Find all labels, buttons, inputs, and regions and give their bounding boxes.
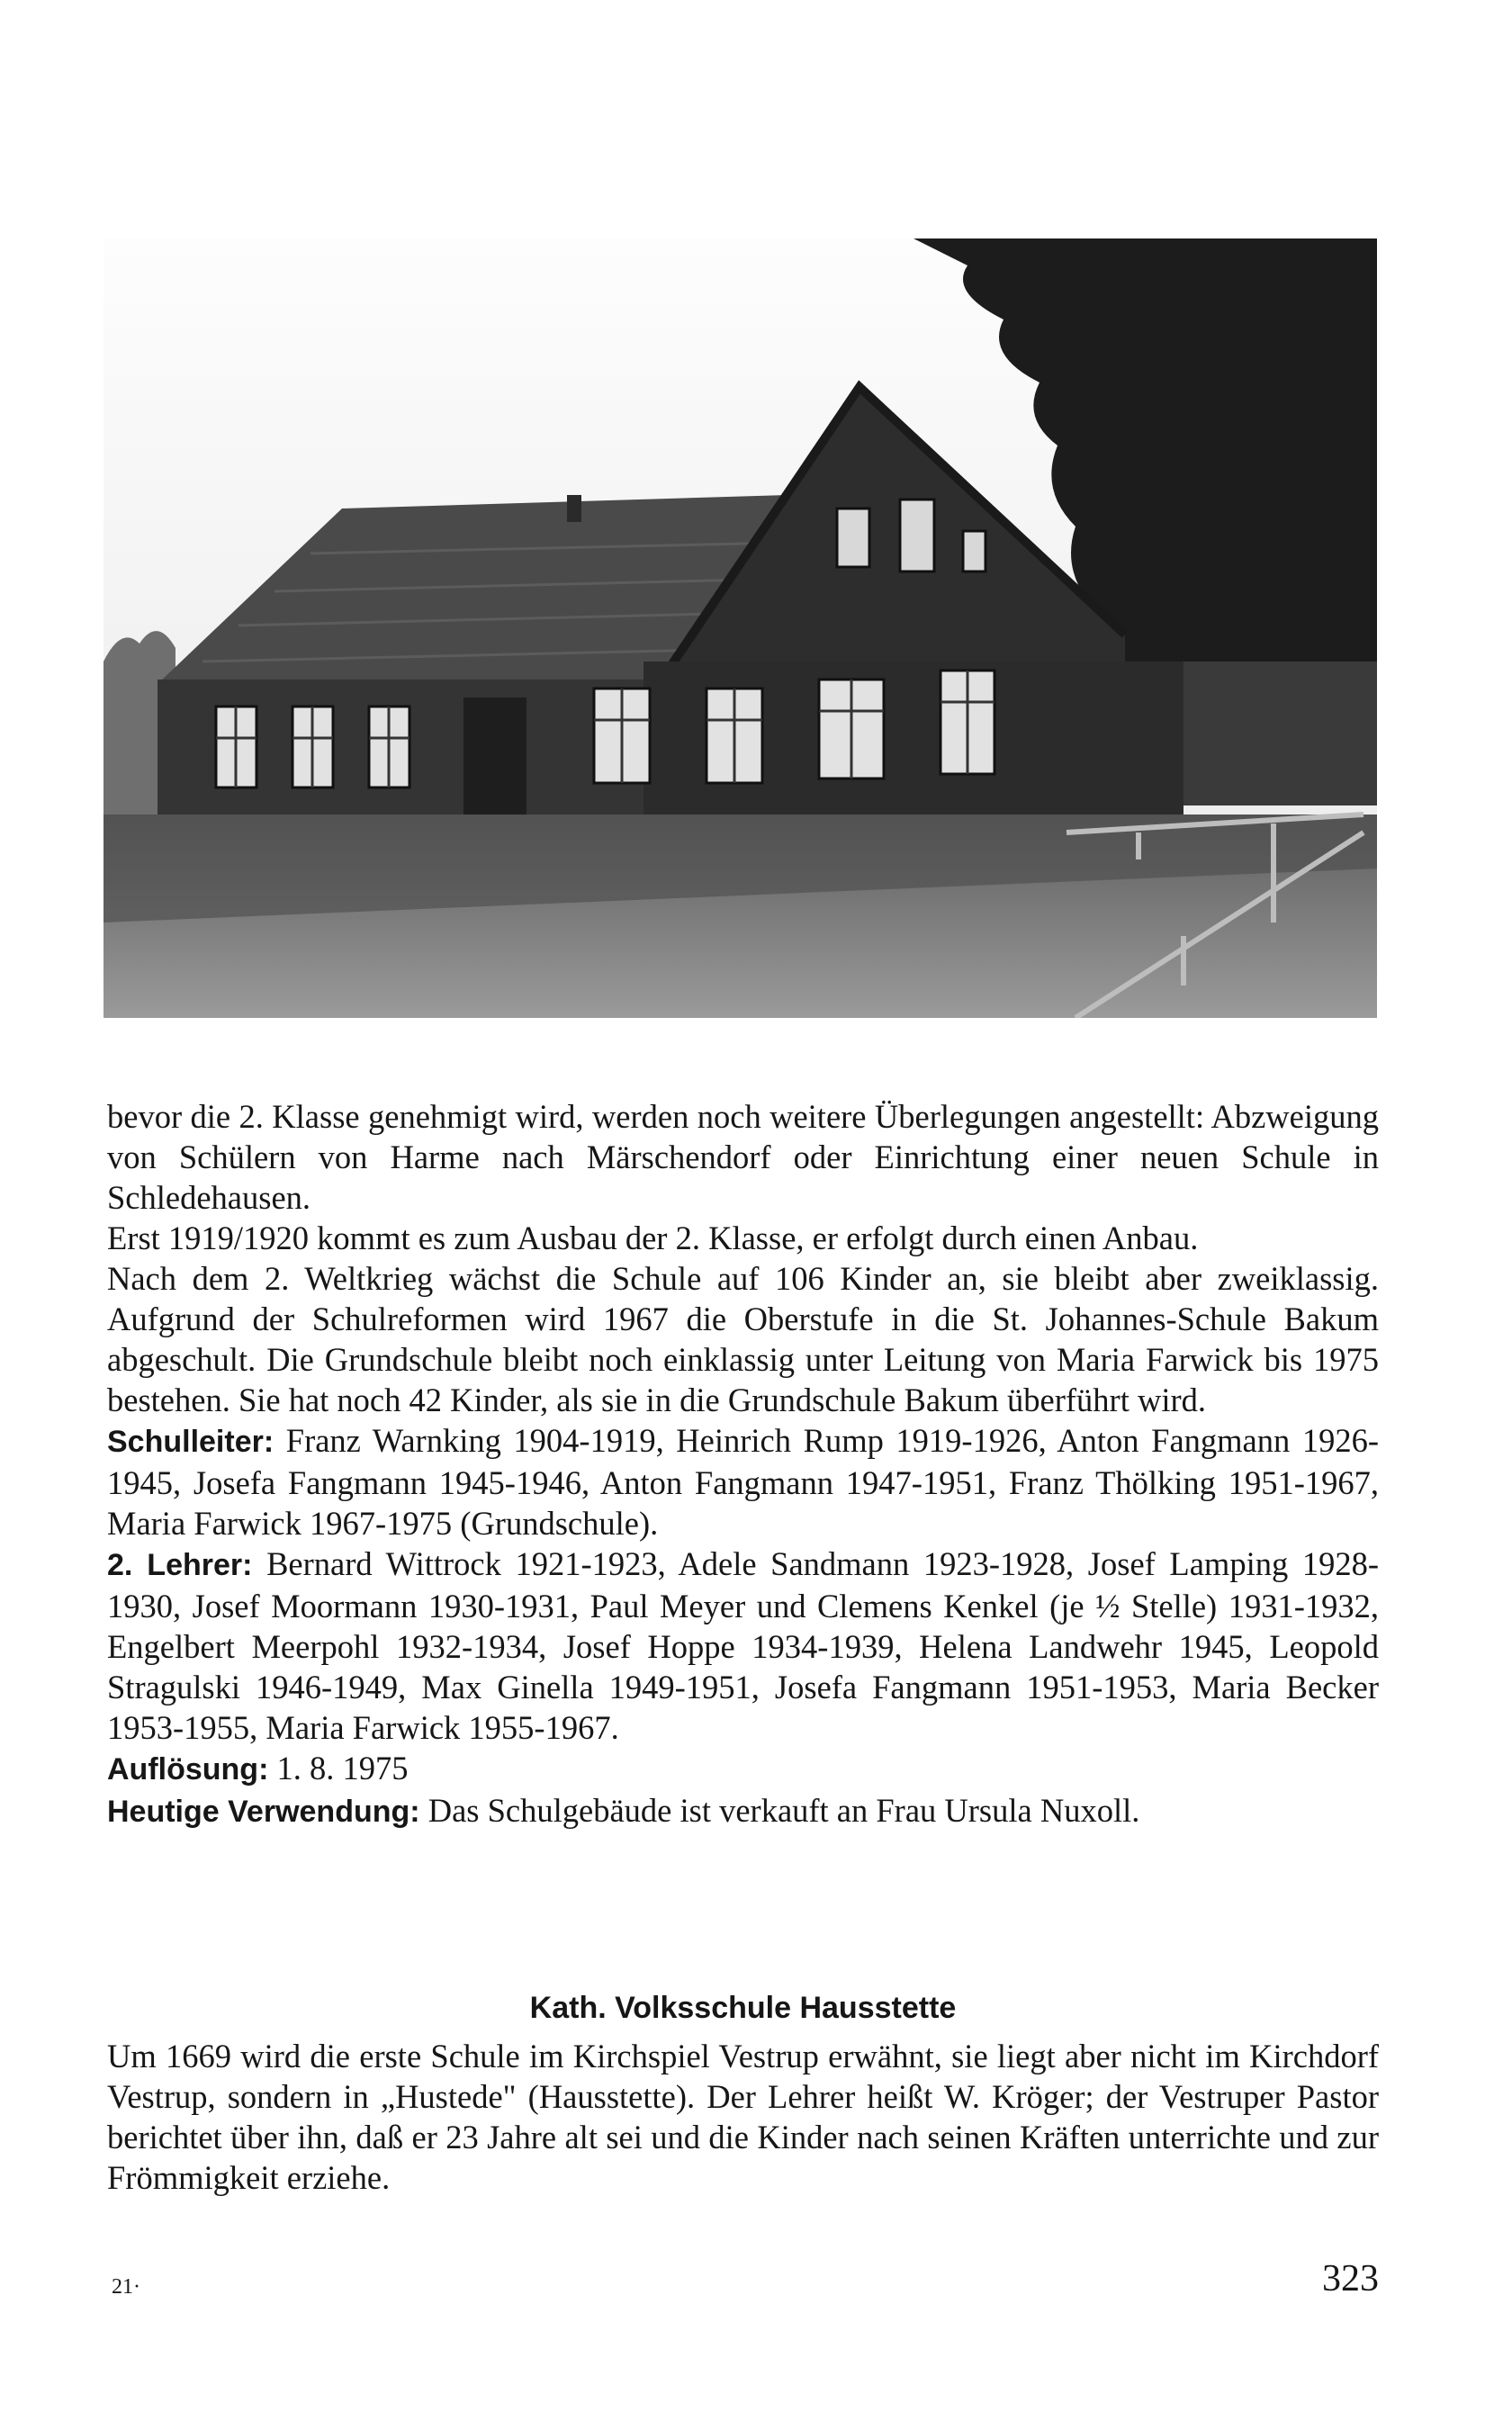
aufloesung-text: 1. 8. 1975 (268, 1750, 409, 1786)
schulleiter-label: Schulleiter: (107, 1425, 274, 1459)
verwendung-entry (107, 1790, 1379, 1832)
paragraph: Nach dem 2. Weltkrieg wächst die Schule auf 106 Kinder an, sie bleibt aber zweiklassig. Aufgrund der Schulreformen wird 1967 die Oberstufe in die St. Johannes-Schule Bakum abgeschult. Die Grundschule bleibt noch einklassig unter Leitung von Maria Farwick bis 1975 bestehen. Sie hat noch 42 Kinder, als sie in die Grundschule Bakum überführt wird. (107, 1260, 1379, 1418)
verwendung-label: Heutige Verwendung: (107, 1795, 420, 1829)
lehrer-label: 2. Lehrer: (107, 1548, 253, 1582)
section-paragraph: Um 1669 wird die erste Schule im Kirchspiel Vestrup erwähnt, sie liegt aber nicht im Kirchdorf Vestrup, sondern in „Hustede" (Hausstette). Der Lehrer heißt W. Kröger; der Vestruper Pastor berichtet über ihn, daß er 23 Jahre alt sei und die Kinder nach seinen Kräften unterrichte und zur Frömmigkeit erziehe. (107, 2038, 1379, 2196)
body-text (107, 1096, 1379, 1832)
page-number: 323 (1322, 2258, 1379, 2300)
paragraph: bevor die 2. Klasse genehmigt wird, werden noch weitere Überlegungen angestellt: Abzweigung von Schülern von Harme nach Märschendorf oder Einrichtung einer neuen Schule in Schledehausen. (107, 1098, 1379, 1216)
lehrer-text: Bernard Wittrock 1921-1923, Adele Sandmann 1923-1928, Josef Lamping 1928-1930, Josef Moormann 1930-1931, Paul Meyer und Clemens Kenkel (je ½ Stelle) 1931-1932, Engelbert Meerpohl 1932-1934, Josef Hoppe 1934-1939, Helena Landwehr 1945, Leopold Stragulski 1946-1949, Max Ginella 1949-1951, Josefa Fangmann 1951-1953, Maria Becker 1953-1955, Maria Farwick 1955-1967. (107, 1545, 1379, 1746)
school-building-illustration (104, 238, 1377, 1018)
lehrer-entry (107, 1544, 1379, 1748)
schulleiter-text: Franz Warnking 1904-1919, Heinrich Rump 1919-1926, Anton Fangmann 1926-1945, Josefa Fangmann 1945-1946, Anton Fangmann 1947-1951, Franz Thölking 1951-1967, Maria Farwick 1967-1975 (Grundschule). (107, 1422, 1379, 1542)
signature-mark: 21· (112, 2275, 140, 2299)
aufloesung-entry (107, 1748, 1379, 1790)
section-heading: Kath. Volksschule Hausstette (529, 1991, 957, 2025)
paragraph: Erst 1919/1920 kommt es zum Ausbau der 2. Klasse, er erfolgt durch einen Anbau. (107, 1220, 1199, 1256)
schulleiter-entry (107, 1420, 1379, 1544)
school-building-photo (104, 238, 1377, 1018)
aufloesung-label: Auflösung: (107, 1752, 269, 1786)
verwendung-text: Das Schulgebäude ist verkauft an Frau Ursula Nuxoll. (419, 1792, 1140, 1829)
section-body (107, 2036, 1379, 2198)
